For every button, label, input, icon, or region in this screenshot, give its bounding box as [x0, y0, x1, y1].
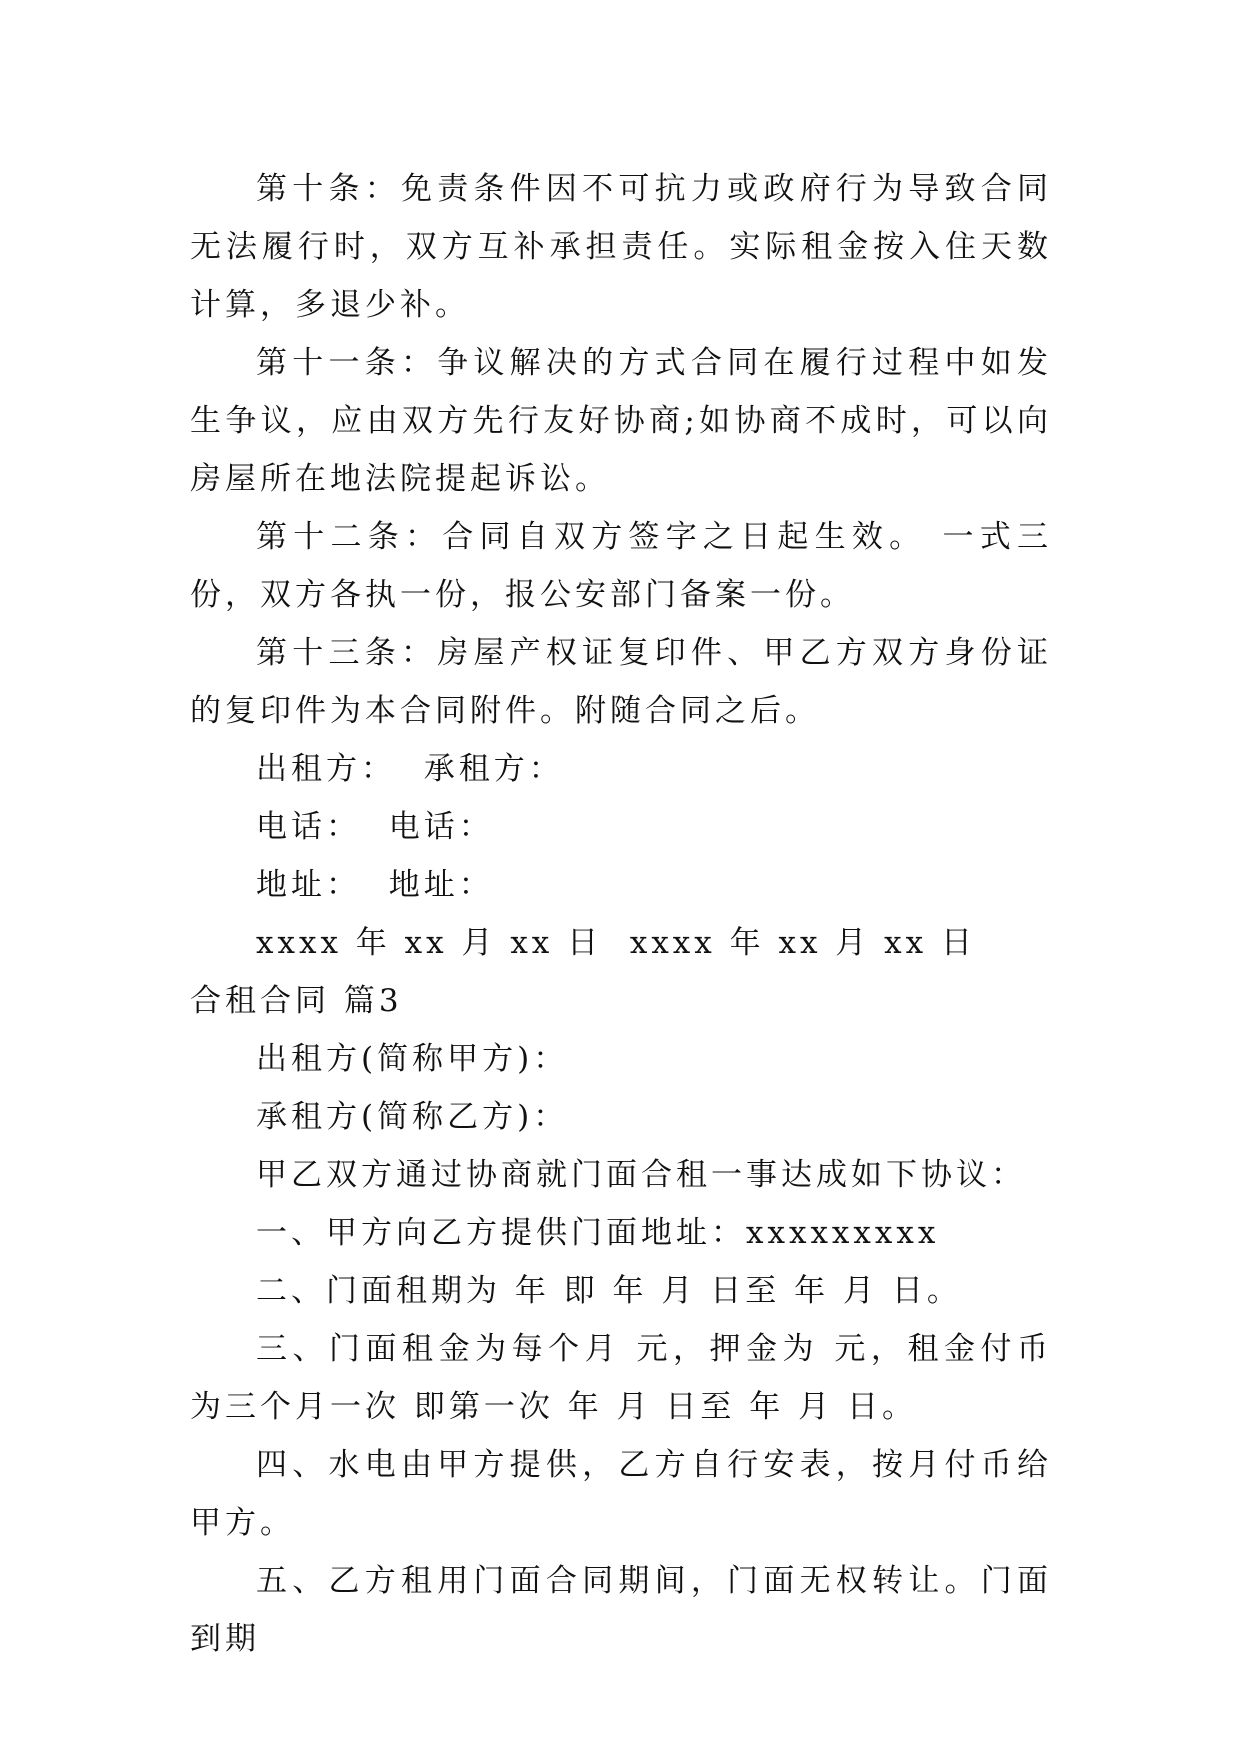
clause-4: 四、水电由甲方提供，乙方自行安表，按月付币给甲方。 [190, 1447, 1052, 1541]
paragraph-article-12: 第十二条：合同自双方签字之日起生效。 一式三份，双方各执一份，报公安部门备案一份。 [190, 519, 1052, 613]
clause-1: 一、甲方向乙方提供门面地址：xxxxxxxxx [256, 1215, 940, 1251]
signature-parties-line: 出租方： 承租方： [256, 751, 564, 787]
clause-2: 二、门面租期为 年 即 年 月 日至 年 月 日。 [256, 1273, 962, 1309]
lessee-line: 承租方(简称乙方)： [256, 1099, 569, 1135]
signature-address-line: 地址： 地址： [256, 867, 494, 903]
clause-3: 三、门面租金为每个月 元，押金为 元，租金付币为三个月一次 即第一次 年 月 日至 年 月 日。 [190, 1331, 1052, 1425]
paragraph-article-11: 第十一条：争议解决的方式合同在履行过程中如发生争议，应由双方先行友好协商;如协商不成时，可以向房屋所在地法院提起诉讼。 [190, 345, 1052, 497]
agreement-intro: 甲乙双方通过协商就门面合租一事达成如下协议： [256, 1157, 1026, 1193]
signature-phone-line: 电话： 电话： [256, 809, 494, 845]
document-body [190, 160, 1052, 1668]
section-title: 合租合同 篇3 [190, 983, 403, 1019]
clause-5: 五、乙方租用门面合同期间，门面无权转让。门面到期 [190, 1563, 1052, 1657]
lessor-line: 出租方(简称甲方)： [256, 1041, 569, 1077]
paragraph-article-10: 第十条：免责条件因不可抗力或政府行为导致合同无法履行时，双方互补承担责任。实际租金按入住天数计算，多退少补。 [190, 171, 1052, 323]
paragraph-article-13: 第十三条：房屋产权证复印件、甲乙方双方身份证的复印件为本合同附件。附随合同之后。 [190, 635, 1052, 729]
signature-date-line: xxxx 年 xx 月 xx 日 xxxx 年 xx 月 xx 日 [256, 925, 976, 961]
